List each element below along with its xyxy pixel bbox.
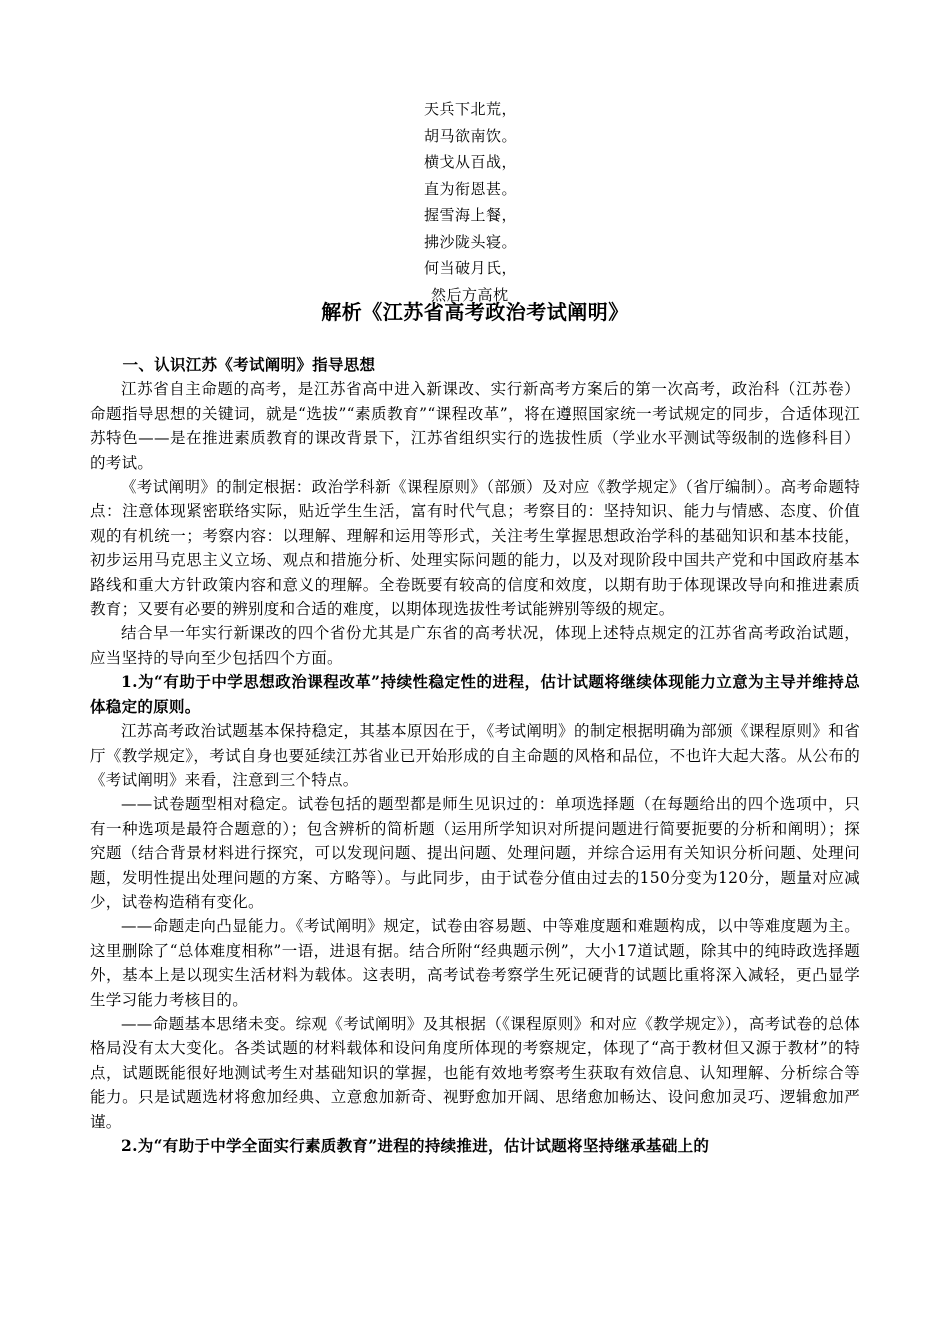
poem-line: 拂沙陇头寝。 — [424, 232, 518, 251]
poem-line: 然后方高枕 — [431, 285, 509, 304]
poem-line: 何当破月氏， — [424, 259, 518, 277]
document-body — [90, 353, 860, 1158]
poem-line: 直为衔恩甚。 — [424, 179, 518, 198]
paragraph: 《考试阐明》的制定根据：政治学科新《课程原则》（部颁）及对应《教学规定》（省厅编制）。高考命题特点：注意体现紧密联络实际，贴近学生生活，富有时代气息；考察目的：坚持知识、能力与情感、态度、价值观的有机统一；考察内容：以理解、理解和运用等形式，关注考生掌握思想政治学科的基础知识和基本技能，初步运用马克思主义立场、观点和措施分析、处理实际问题的能力，以及对现阶段中国共产党和中国政府基本路线和重大方针政策内容和意义的理解。全卷既要有较高的信度和效度，以期有助于体现课改导向和推进素质教育；又要有必要的辨别度和合适的难度，以期体现选拔性考试能辨别等级的规定。 — [90, 478, 860, 619]
poem-line: 胡马欲南饮。 — [424, 126, 518, 145]
poem-line: 握雪海上餐， — [424, 206, 518, 224]
section-heading: 一、认识江苏《考试阐明》指导思想 — [122, 356, 376, 374]
paragraph: ——试卷题型相对稳定。试卷包括的题型都是师生见识过的：单项选择题（在每题给出的四个选项中，只有一种选项是最符合题意的）；包含辨析的简析题（运用所学知识对所提问题进行简要扼要的分析和阐明）；探究题（结合背景材料进行探究，可以发现问题、提出问题、处理问题，并综合运用有关知识分析问题、处理问题，发明性提出处理问题的方案、方略等）。与此同步，由于试卷分值由过去的150分变为120分，题量对应减少，试卷构造稍有变化。 — [90, 795, 860, 911]
paragraph: 江苏省自主命题的高考，是江苏省高中进入新课改、实行新高考方案后的第一次高考，政治科（江苏卷）命题指导思想的关键词，就是“选拔”“素质教育”“课程改革”，将在遵照国家统一考试规定的同步，合适体现江苏特色——是在推进素质教育的课改背景下，江苏省组织实行的选拔性质（学业水平测试等级制的选修科目）的考试。 — [90, 380, 860, 472]
poem-line: 横戈从百战， — [424, 153, 518, 171]
poem — [424, 96, 584, 308]
poem-line: 天兵下北荒， — [424, 100, 518, 118]
point-heading: 1.为“有助于中学思想政治课程改革”持续性稳定性的进程，估计试题将继续体现能力立意为主导并维持总体稳定的原则。 — [90, 672, 860, 716]
paragraph: ——命题走向凸显能力。《考试阐明》规定，试卷由容易题、中等难度题和难题构成，以中等难度题为主。这里删除了“总体难度相称”一语，进退有据。结合所附“经典题示例”，大小17道试题，除其中的纯時政选择题外，基本上是以现实生活材料为载体。这表明，高考试卷考察学生死记硬背的试题比重将深入减轻，更凸显学生学习能力考核目的。 — [90, 917, 860, 1009]
document-title: 解析《江苏省高考政治考试阐明》 — [321, 300, 629, 324]
paragraph: 江苏高考政治试题基本保持稳定，其基本原因在于，《考试阐明》的制定根据明确为部颁《课程原则》和省厅《教学规定》，考试自身也要延续江苏省业已开始形成的自主命题的风格和品位，不也许大起大落。从公布的《考试阐明》来看，注意到三个特点。 — [90, 722, 860, 789]
point-heading: 2.为“有助于中学全面实行素质教育”进程的持续推进，估计试题将坚持继承基础上的 — [121, 1136, 710, 1155]
paragraph: 结合早一年实行新课改的四个省份尤其是广东省的高考状况，体现上述特点规定的江苏省高考政治试题，应当坚持的导向至少包括四个方面。 — [90, 624, 860, 667]
paragraph: ——命题基本思绪未变。综观《考试阐明》及其根据（《课程原则》和对应《教学规定》），高考试卷的总体格局没有太大变化。各类试题的材料载体和设问角度所体现的考察规定，体现了“高于教材但又源于教材”的特点，试题既能很好地测试考生对基础知识的掌握，也能有效地考察考生获取有效信息、认知理解、分析综合等能力。只是试题选材将愈加经典、立意愈加新奇、视野愈加开阔、思绪愈加畅达、设问愈加灵巧、逻辑愈加严谨。 — [90, 1014, 860, 1131]
